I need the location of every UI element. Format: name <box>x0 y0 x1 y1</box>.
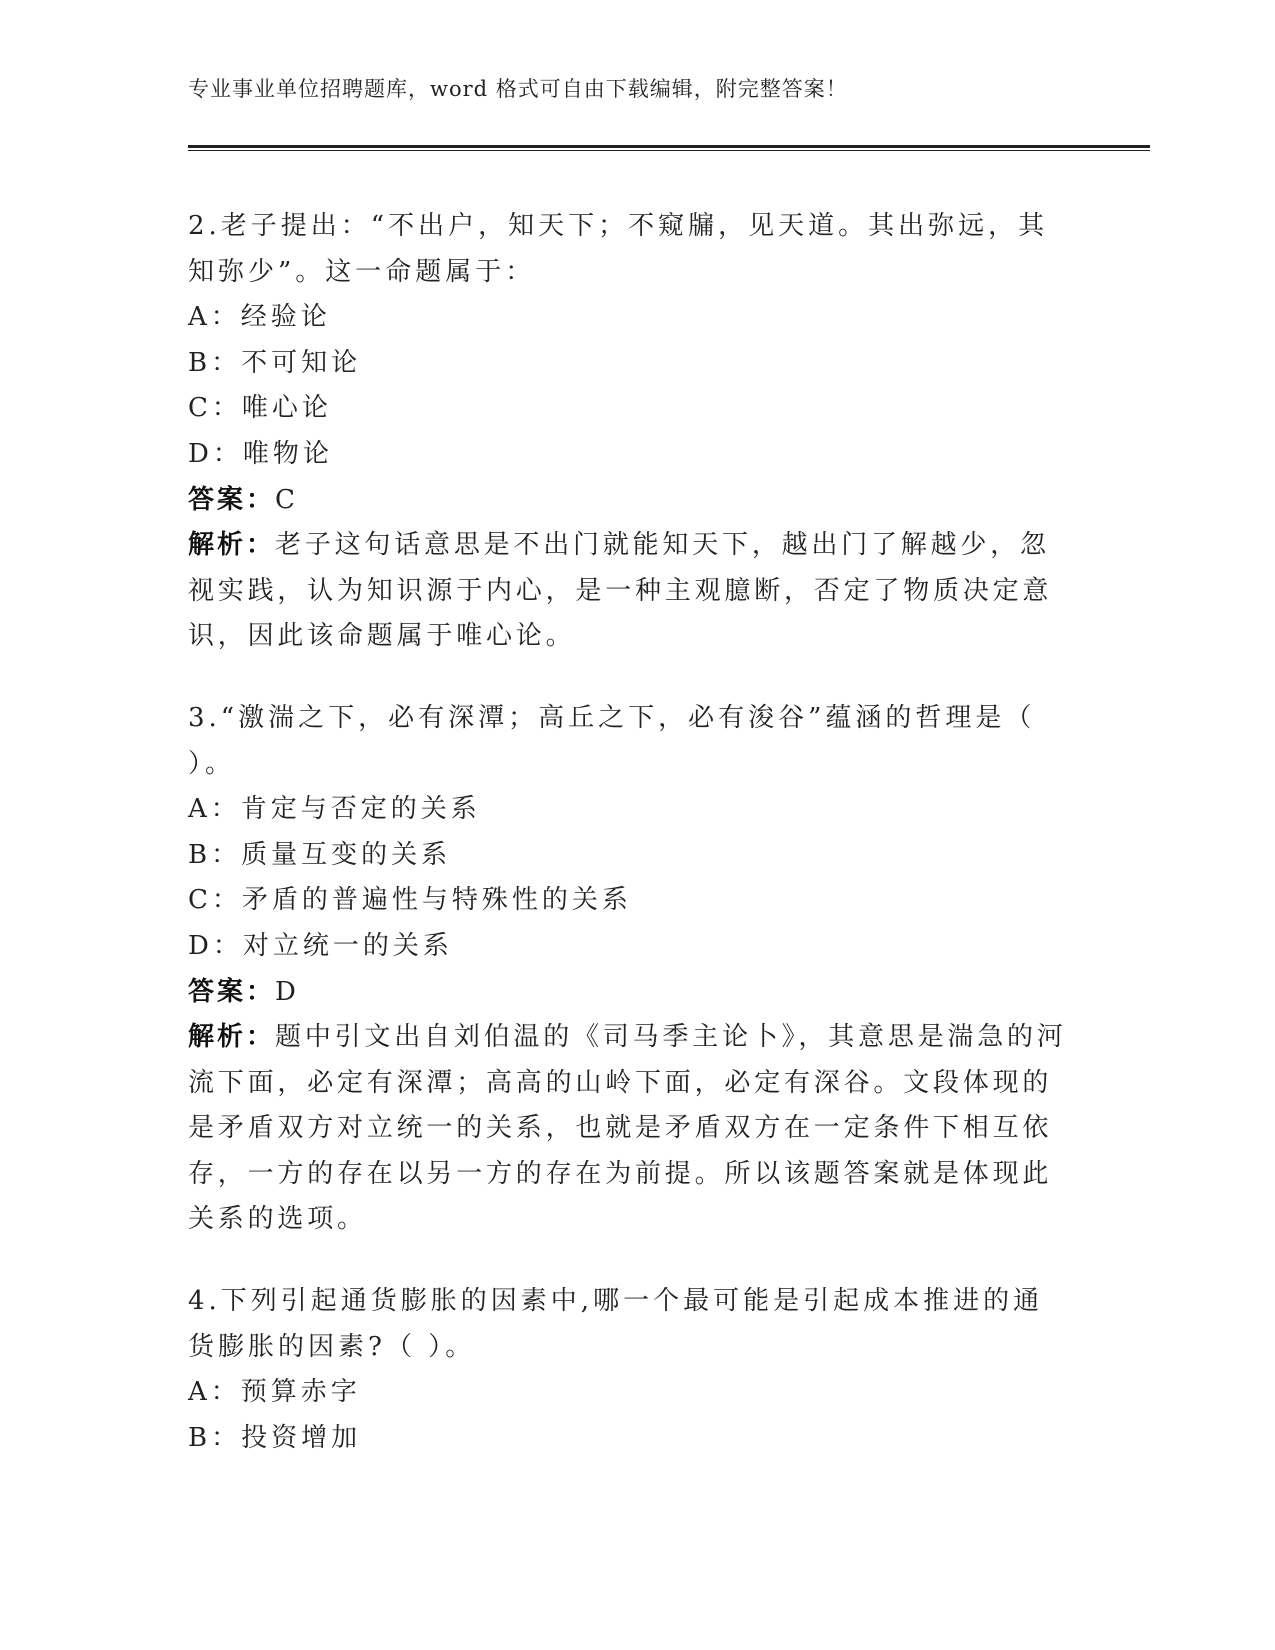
question-stem: 4.下列引起通货膨胀的因素中,哪一个最可能是引起成本推进的通货膨胀的因素?（ ）。 <box>188 1286 1044 1362</box>
header-rule <box>188 145 1150 148</box>
option-a: A：肯定与否定的关系 <box>188 794 481 825</box>
analysis-row <box>188 523 1068 660</box>
answer-value: D <box>275 976 300 1007</box>
question-2 <box>188 204 1068 660</box>
answer-label: 答案： <box>188 484 276 515</box>
option-d: D：对立统一的关系 <box>188 930 453 961</box>
question-stem: 2.老子提出：“不出户，知天下；不窥牖，见天道。其出弥远，其知弥少”。这一命题属于： <box>188 211 1049 287</box>
option-c: C：矛盾的普遍性与特殊性的关系 <box>188 885 632 916</box>
option-b: B：质量互变的关系 <box>188 839 452 870</box>
analysis-label: 解析： <box>188 530 276 561</box>
question-4 <box>188 1279 1068 1461</box>
option-d: D：唯物论 <box>188 438 333 469</box>
question-stem: 3.“激湍之下，必有深潭；高丘之下，必有浚谷”蕴涵的哲理是（ ）。 <box>188 702 1036 779</box>
option-c: C：唯心论 <box>188 393 332 424</box>
question-list <box>188 204 1068 1497</box>
answer-row <box>188 970 1068 1016</box>
answer-row <box>188 478 1068 524</box>
option-b: B：投资增加 <box>188 1422 362 1453</box>
page-header: 专业事业单位招聘题库，word 格式可自由下载编辑，附完整答案！ <box>188 77 848 101</box>
analysis-label: 解析： <box>188 1022 276 1053</box>
analysis-text: 题中引文出自刘伯温的《司马季主论卜》，其意思是湍急的河流下面，必定有深潭；高高的山岭下面，必定有深谷。文段体现的是矛盾双方对立统一的关系，也就是矛盾双方在一定条件下相互依存，一方的存在以另一方的存在为前提。所以该题答案就是体现此关系的选项。 <box>188 1022 1067 1235</box>
question-3 <box>188 696 1068 1243</box>
option-a: A：预算赤字 <box>188 1377 361 1408</box>
analysis-text: 老子这句话意思是不出门就能知天下，越出门了解越少，忽视实践，认为知识源于内心，是一种主观臆断，否定了物质决定意识，因此该命题属于唯心论。 <box>188 530 1053 652</box>
option-a: A：经验论 <box>188 302 331 333</box>
header-rule-thin <box>188 150 1150 151</box>
answer-label: 答案： <box>188 976 276 1007</box>
option-b: B：不可知论 <box>188 347 362 378</box>
answer-value: C <box>275 484 299 515</box>
analysis-row <box>188 1015 1068 1243</box>
